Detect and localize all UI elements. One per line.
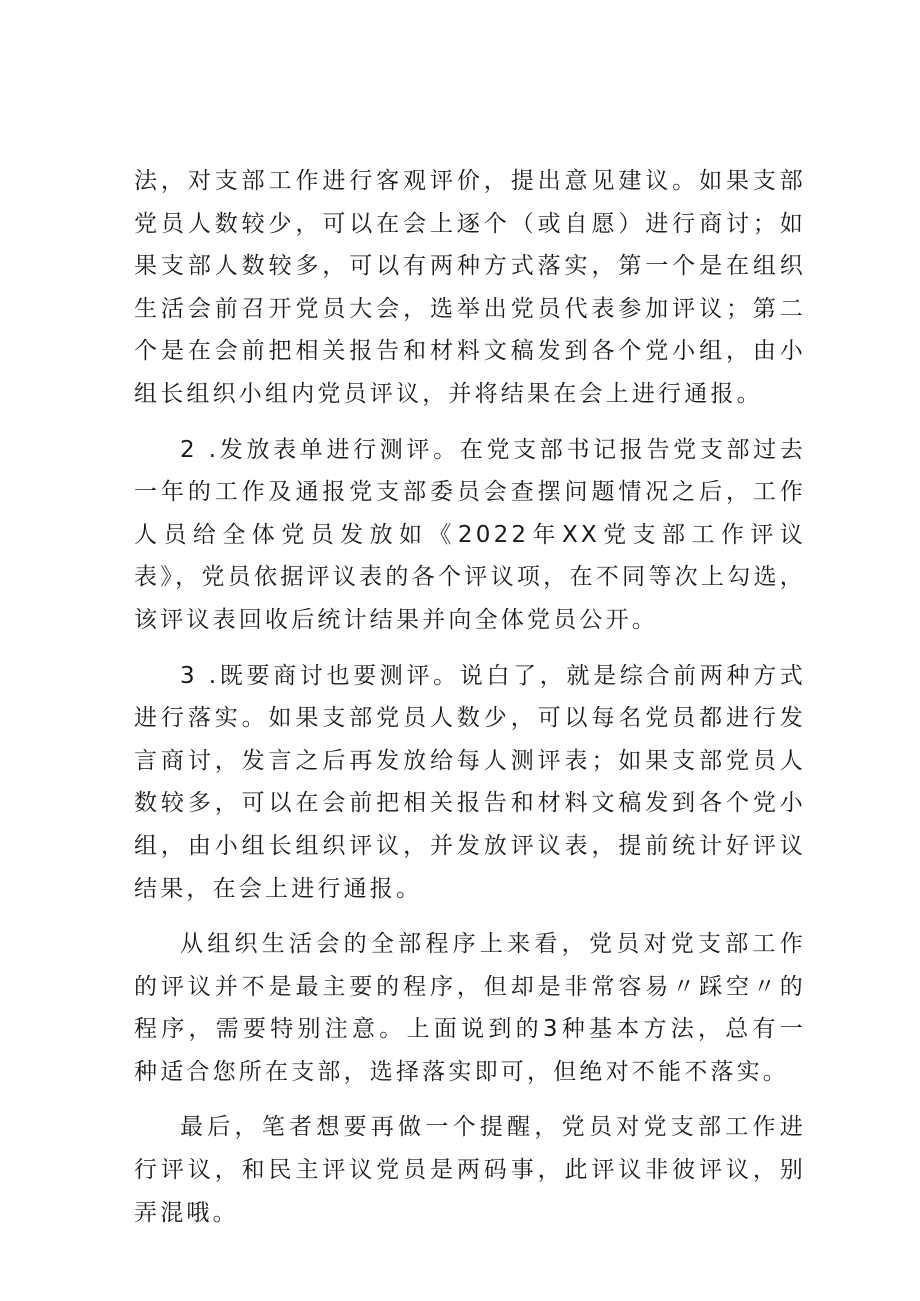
paragraph-method-2: 2 .发放表单进行测评。在党支部书记报告党支部过去一年的工作及通报党支部委员会查摆问题情况之后，工作人员给全体党员发放如《2022年XX党支部工作评议表》，党员依据评议表的各个评议项，在不同等次上勾选，该评议表回收后统计结果并向全体党员公开。: [134, 436, 806, 633]
paragraph-continuation: 法，对支部工作进行客观评价，提出意见建议。如果支部党员人数较少，可以在会上逐个（或自愿）进行商讨；如果支部人数较多，可以有两种方式落实，第一个是在组织生活会前召开党员大会，选举出党员代表参加评议；第二个是在会前把相关报告和材料文稿发到各个党小组，由小组长组织小组内党员评议，并将结果在会上进行通报。: [134, 168, 806, 407]
paragraph-reminder: 最后，笔者想要再做一个提醒，党员对党支部工作进行评议，和民主评议党员是两码事，此评议非彼评议，别弄混哦。: [134, 1114, 806, 1226]
paragraph-summary: 从组织生活会的全部程序上来看，党员对党支部工作的评议并不是最主要的程序，但却是非常容易〃踩空〃的程序，需要特别注意。上面说到的3种基本方法，总有一种适合您所在支部，选择落实即可，但绝对不能不落实。: [134, 931, 806, 1085]
paragraph-method-3: 3 .既要商讨也要测评。说白了，就是综合前两种方式进行落实。如果支部党员人数少，可以每名党员都进行发言商讨，发言之后再发放给每人测评表；如果支部党员人数较多，可以在会前把相关报告和材料文稿发到各个党小组，由小组长组织评议，并发放评议表，提前统计好评议结果，在会上进行通报。: [134, 662, 806, 902]
document-body: [134, 160, 806, 1247]
